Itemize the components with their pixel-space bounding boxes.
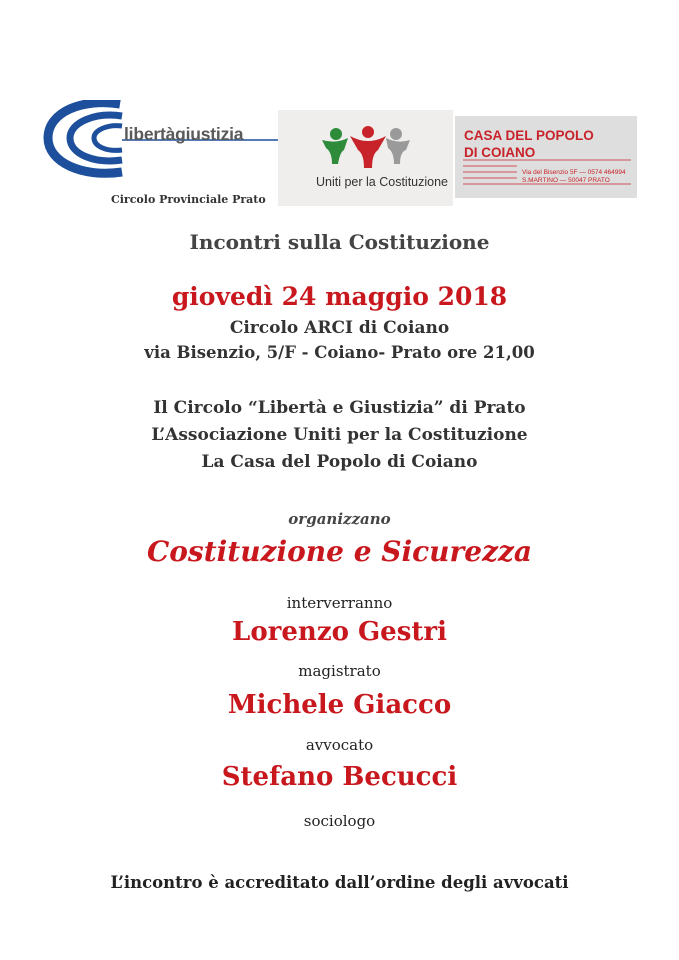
lg-subtitle: Circolo Provinciale Prato <box>111 193 266 206</box>
casa-popolo-address-line1: Via del Bisenzio 5F — 0574 464994 <box>522 169 626 176</box>
event-venue: Circolo ARCI di Coiano <box>229 318 450 338</box>
speaker-name: Stefano Becucci <box>221 762 458 792</box>
accreditation-note: L’incontro è accreditato dall’ordine degli avvocati <box>110 873 569 892</box>
speaker-role: sociologo <box>303 812 376 830</box>
organizer-line: La Casa del Popolo di Coiano <box>201 452 478 472</box>
uniti-logo <box>278 110 453 206</box>
casa-popolo-address-line2: S.MARTINO — 50047 PRATO <box>522 177 610 184</box>
uniti-label: Uniti per la Costituzione <box>316 175 449 189</box>
organizer-line: L’Associazione Uniti per la Costituzione <box>151 425 528 445</box>
speaker-role: avvocato <box>305 736 374 754</box>
speaker-name: Lorenzo Gestri <box>232 617 447 647</box>
speaker-role: magistrato <box>298 662 381 680</box>
organizzano-label: organizzano <box>288 510 391 528</box>
speaker-name: Michele Giacco <box>227 690 452 720</box>
interverranno-label: interverranno <box>286 594 393 612</box>
event-date: giovedì 24 maggio 2018 <box>171 282 508 311</box>
event-title: Costituzione e Sicurezza <box>146 535 533 568</box>
organizer-line: Il Circolo “Libertà e Giustizia” di Prato <box>153 398 526 418</box>
casa-popolo-title-line2: DI COIANO <box>464 145 536 160</box>
event-address: via Bisenzio, 5/F - Coiano- Prato ore 21,00 <box>144 343 535 362</box>
uniti-figures-icon <box>278 110 453 206</box>
series-title: Incontri sulla Costituzione <box>189 230 490 254</box>
casa-popolo-title-line1: CASA DEL POPOLO <box>464 128 594 143</box>
lg-brand-name: libertàgiustizia <box>124 124 244 144</box>
